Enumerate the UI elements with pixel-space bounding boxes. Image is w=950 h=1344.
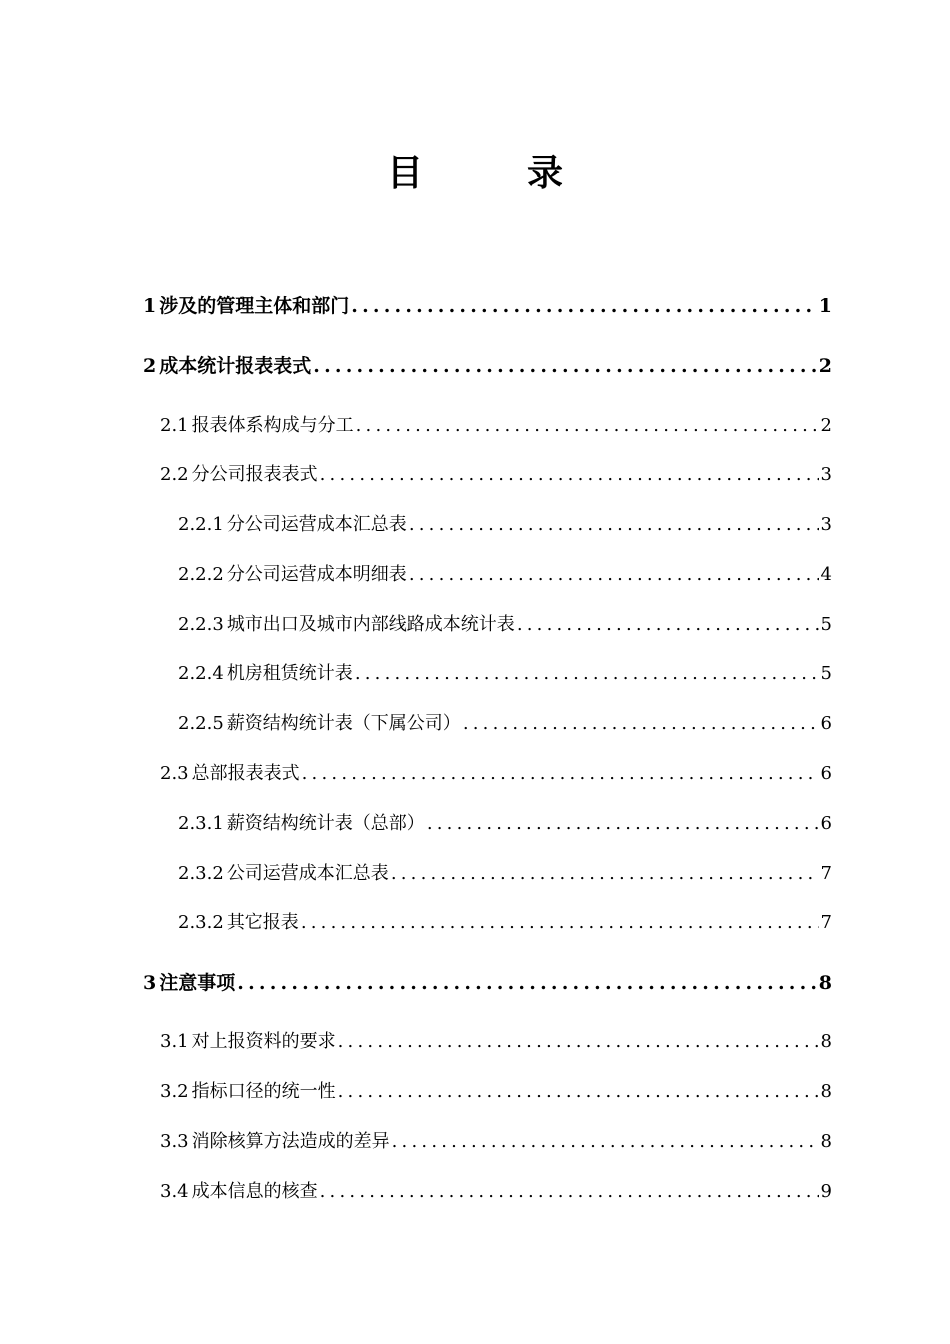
toc-dot-leader xyxy=(237,970,817,996)
toc-dot-leader xyxy=(391,861,819,887)
toc-page-number: 9 xyxy=(820,1181,832,1202)
toc-dot-leader xyxy=(338,1029,819,1055)
toc-dot-leader xyxy=(392,1129,819,1155)
toc-dot-leader xyxy=(320,462,819,488)
toc-page-number: 8 xyxy=(820,1031,832,1052)
toc-entry-number: 2.2.4 xyxy=(178,663,224,684)
toc-page-number: 6 xyxy=(820,763,832,784)
toc-dot-leader xyxy=(302,761,819,787)
toc-entry-number: 1 xyxy=(143,295,157,317)
toc-entry-title: 报表体系构成与分工 xyxy=(191,415,354,436)
toc-dot-leader xyxy=(313,353,817,379)
toc-entry[interactable] xyxy=(160,413,832,439)
toc-entry-number: 3.3 xyxy=(160,1131,189,1152)
toc-page-number: 2 xyxy=(820,415,832,436)
toc-entry-number: 2.3 xyxy=(160,763,189,784)
toc-page-number: 4 xyxy=(820,564,832,585)
toc-entry-title: 其它报表 xyxy=(226,912,299,933)
toc-page-number: 6 xyxy=(820,713,832,734)
toc-dot-leader xyxy=(338,1079,819,1105)
toc-entry-number: 2.2.5 xyxy=(178,713,224,734)
toc-page-number: 6 xyxy=(820,813,832,834)
toc-entry-title: 城市出口及城市内部线路成本统计表 xyxy=(226,614,515,635)
toc-entry-number: 3 xyxy=(143,972,157,994)
toc-entry-title: 涉及的管理主体和部门 xyxy=(159,295,350,317)
toc-entry[interactable] xyxy=(160,1029,832,1055)
toc-page-number: 7 xyxy=(820,912,832,933)
toc-dot-leader xyxy=(517,612,819,638)
toc-page-number: 1 xyxy=(818,295,832,317)
toc-entry[interactable] xyxy=(143,970,832,996)
toc-entry-number: 2.2.1 xyxy=(178,514,224,535)
toc-entry-number: 3.1 xyxy=(160,1031,189,1052)
toc-entry[interactable] xyxy=(160,1079,832,1105)
toc-entry-title: 成本统计报表表式 xyxy=(159,355,312,377)
toc-entry[interactable] xyxy=(160,761,832,787)
toc-entry-number: 2.3.2 xyxy=(178,863,224,884)
toc-entry-title: 总部报表表式 xyxy=(191,763,300,784)
toc-entry[interactable] xyxy=(178,612,832,638)
toc-dot-leader xyxy=(409,512,819,538)
toc-entry[interactable] xyxy=(178,562,832,588)
toc-entry-number: 2.3.1 xyxy=(178,813,224,834)
toc-entry-title: 分公司运营成本明细表 xyxy=(226,564,407,585)
toc-entry[interactable] xyxy=(143,293,832,319)
toc-entry-number: 2.3.2 xyxy=(178,912,224,933)
toc-entry-title: 指标口径的统一性 xyxy=(191,1081,336,1102)
toc-entry[interactable] xyxy=(178,811,832,837)
toc-entry[interactable] xyxy=(178,861,832,887)
toc-dot-leader xyxy=(463,711,819,737)
toc-page-number: 8 xyxy=(818,972,832,994)
toc-entry-title: 分公司运营成本汇总表 xyxy=(226,514,407,535)
toc-entry[interactable] xyxy=(160,462,832,488)
toc-entry-number: 2.2.2 xyxy=(178,564,224,585)
toc-entry[interactable] xyxy=(178,661,832,687)
toc-entry-number: 3.4 xyxy=(160,1181,189,1202)
toc-dot-leader xyxy=(301,910,819,936)
toc-entry-number: 2 xyxy=(143,355,157,377)
toc-dot-leader xyxy=(427,811,819,837)
toc-dot-leader xyxy=(320,1179,819,1205)
toc-page-number: 8 xyxy=(820,1081,832,1102)
toc-entry[interactable] xyxy=(178,910,832,936)
toc-entry-number: 3.2 xyxy=(160,1081,189,1102)
toc-dot-leader xyxy=(351,293,817,319)
toc-entry[interactable] xyxy=(160,1129,832,1155)
toc-entry-title: 成本信息的核查 xyxy=(191,1181,318,1202)
toc-page-number: 7 xyxy=(820,863,832,884)
toc-entry[interactable] xyxy=(178,711,832,737)
toc-entry-title: 注意事项 xyxy=(159,972,236,994)
toc-entry-number: 2.2.3 xyxy=(178,614,224,635)
toc-entry[interactable] xyxy=(178,512,832,538)
toc-dot-leader xyxy=(409,562,819,588)
toc-page-number: 5 xyxy=(820,663,832,684)
toc-entry[interactable] xyxy=(160,1179,832,1205)
toc-page-number: 3 xyxy=(820,464,832,485)
page-title: 目录 xyxy=(386,153,667,194)
toc-page-number: 2 xyxy=(818,355,832,377)
toc-dot-leader xyxy=(356,413,819,439)
toc-dot-leader xyxy=(355,661,819,687)
toc-page-number: 5 xyxy=(820,614,832,635)
toc-page-number: 3 xyxy=(820,514,832,535)
toc-entry-title: 公司运营成本汇总表 xyxy=(226,863,389,884)
toc-entry[interactable] xyxy=(143,353,832,379)
toc-page-number: 8 xyxy=(820,1131,832,1152)
toc-entry-title: 薪资结构统计表（下属公司） xyxy=(226,713,461,734)
toc-entry-title: 分公司报表表式 xyxy=(191,464,318,485)
toc-entry-title: 对上报资料的要求 xyxy=(191,1031,336,1052)
toc-entry-title: 机房租赁统计表 xyxy=(226,663,353,684)
toc-entry-title: 消除核算方法造成的差异 xyxy=(191,1131,390,1152)
toc-entry-title: 薪资结构统计表（总部） xyxy=(226,813,425,834)
toc-entry-number: 2.1 xyxy=(160,415,189,436)
toc-entry-number: 2.2 xyxy=(160,464,189,485)
